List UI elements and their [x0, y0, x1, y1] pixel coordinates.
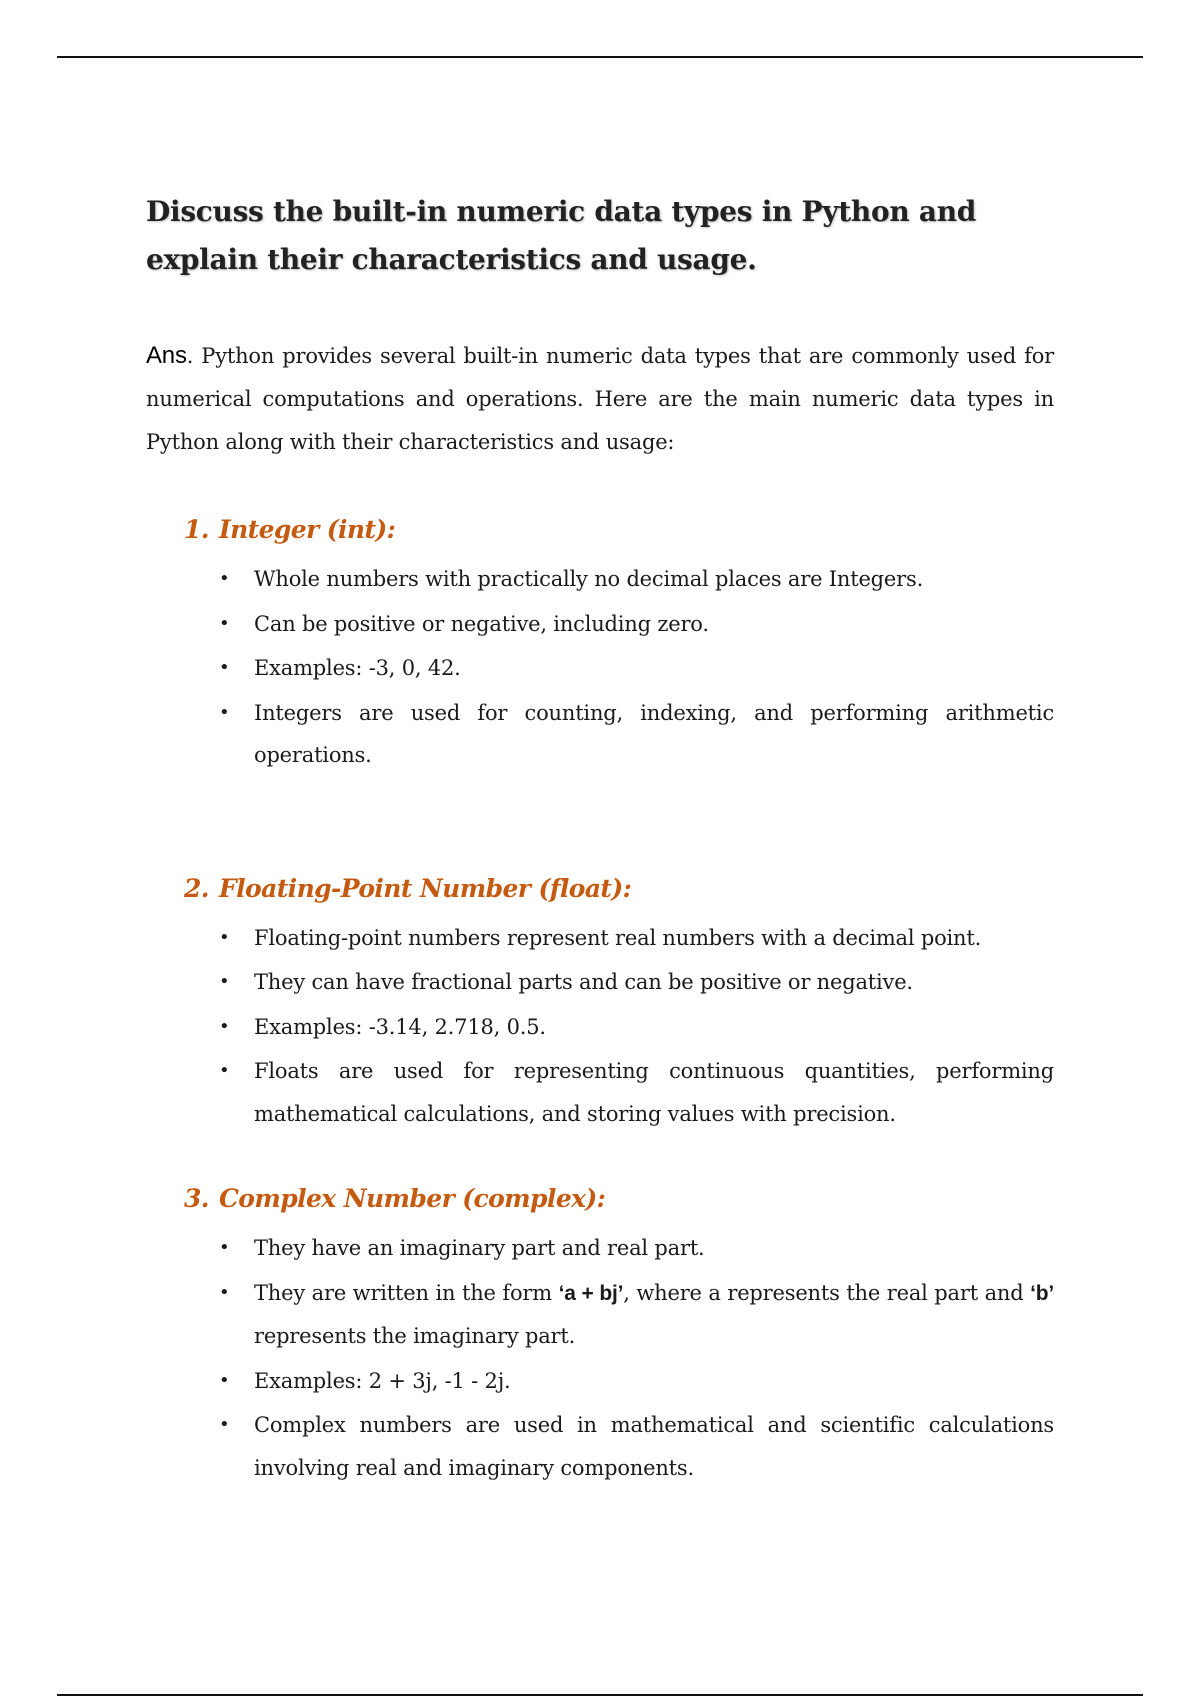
section-title-float: [184, 871, 1054, 907]
list-item: [146, 1006, 1054, 1049]
list-item-text-pre: They are written in the form: [254, 1280, 559, 1305]
bullet-icon: •: [219, 1015, 230, 1037]
list-item: [146, 558, 1054, 601]
answer-label: Ans: [146, 342, 187, 369]
list-item: [146, 917, 1054, 960]
bullet-icon: •: [219, 612, 230, 634]
list-item: [146, 603, 1054, 646]
answer-text: . Python provides several built-in numeric data types that are commonly used for numerical computations and operations. Here are the main numeric data types in Python along with their characteristics and usage:: [146, 344, 1054, 454]
bullet-icon: •: [219, 1060, 230, 1081]
list-item-text: Whole numbers with practically no decimal places are Integers.: [254, 567, 924, 591]
question-heading: Discuss the built-in numeric data types in Python and explain their characteristics and usage.: [146, 195, 977, 276]
footer-rule: [57, 1694, 1143, 1696]
bullet-icon: •: [219, 1369, 230, 1391]
bullet-icon: •: [219, 971, 230, 992]
section-complex: [146, 1181, 1054, 1489]
float-bullet-list: [146, 917, 1054, 1136]
list-item: [146, 1272, 1054, 1358]
code-snippet: ‘b’: [1030, 1281, 1054, 1305]
section-title-text: Floating-Point Number (float):: [219, 873, 632, 903]
bullet-icon: •: [219, 1414, 230, 1435]
section-number: 1.: [184, 515, 209, 544]
section-number: 3.: [184, 1184, 209, 1213]
list-item-text: They have an imaginary part and real part.: [254, 1236, 705, 1260]
complex-bullet-list: [146, 1227, 1054, 1489]
list-item: [146, 1360, 1054, 1403]
bullet-icon: •: [219, 1237, 230, 1258]
list-item: [146, 961, 1054, 1004]
code-snippet: ‘a + bj’: [558, 1281, 624, 1305]
list-item-text: Can be positive or negative, including zero.: [254, 611, 709, 636]
header-rule: [57, 56, 1143, 58]
list-item-text: Integers are used for counting, indexing, and performing arithmetic operations.: [254, 700, 1054, 767]
section-title-text: Integer (int):: [219, 515, 396, 544]
section-title-text: Complex Number (complex):: [219, 1184, 606, 1213]
list-item-text: Complex numbers are used in mathematical and scientific calculations involving real and imaginary components.: [254, 1413, 1054, 1480]
list-item: [146, 1227, 1054, 1270]
section-float: [146, 871, 1054, 1136]
list-item-text: They can have fractional parts and can be positive or negative.: [254, 970, 913, 994]
list-item: [146, 692, 1054, 777]
answer-paragraph: [146, 334, 1054, 464]
list-item-text: Examples: -3.14, 2.718, 0.5.: [254, 1014, 546, 1039]
bullet-icon: •: [219, 701, 230, 723]
list-item-text-mid: , where a represents the real part and: [623, 1280, 1031, 1305]
list-item: [146, 1404, 1054, 1489]
integer-bullet-list: [146, 558, 1054, 777]
section-title-complex: [184, 1181, 1054, 1217]
list-item: [146, 647, 1054, 690]
section-title-integer: [184, 512, 1054, 548]
bullet-icon: •: [219, 657, 230, 678]
list-item-text: Examples: 2 + 3j, -1 - 2j.: [254, 1368, 511, 1393]
list-item: [146, 1050, 1054, 1135]
list-item-text-post: represents the imaginary part.: [254, 1324, 576, 1348]
document-page: [146, 188, 1054, 1491]
list-item-text: Floating-point numbers represent real numbers with a decimal point.: [254, 925, 982, 950]
section-number: 2.: [184, 873, 209, 903]
bullet-icon: •: [219, 1281, 230, 1303]
bullet-icon: •: [219, 926, 230, 948]
bullet-icon: •: [219, 568, 230, 589]
list-item-text: Floats are used for representing continuous quantities, performing mathematical calculations, and storing values with precision.: [254, 1059, 1054, 1126]
section-integer: [146, 512, 1054, 777]
list-item-text: Examples: -3, 0, 42.: [254, 656, 461, 680]
